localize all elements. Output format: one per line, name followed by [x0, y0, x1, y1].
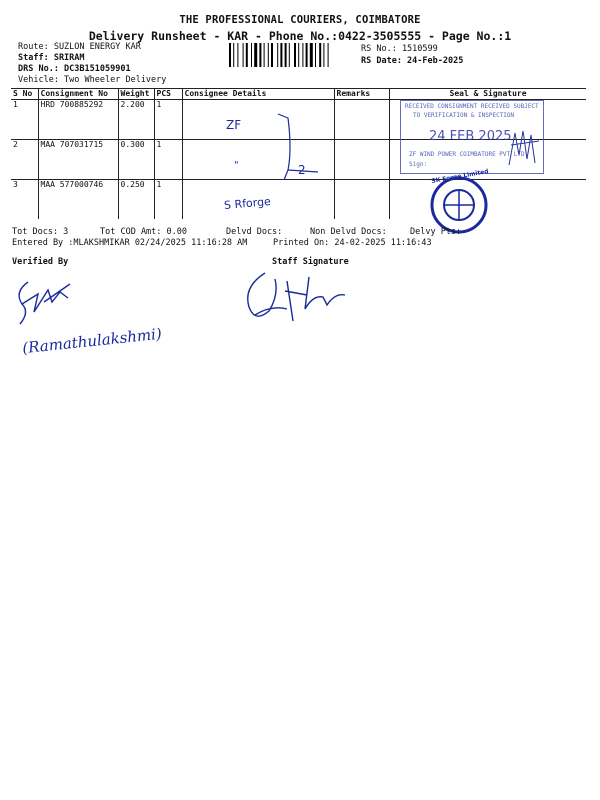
stamp-line-3: ZF WIND POWER COIMBATORE PVT LTD	[409, 151, 525, 158]
tot-docs: Tot Docs: 3	[12, 227, 69, 237]
stamp-line-2: TO VERIFICATION & INSPECTION	[413, 112, 515, 119]
company-name: THE PROFESSIONAL COURIERS, COIMBATORE	[179, 14, 421, 26]
staff-label: Staff: SRIRAM	[18, 53, 85, 63]
handwritten-two: 2	[298, 163, 306, 177]
cell-consignment: HRD 700885292	[38, 100, 118, 140]
cell-consignment: MAA 707031715	[38, 140, 118, 180]
non-delvd-docs: Non Delvd Docs:	[310, 227, 387, 237]
handwritten-ditto: "	[234, 160, 239, 171]
table-header-row	[11, 89, 586, 100]
cell-weight: 2.200	[118, 100, 154, 140]
cell-consignment: MAA 577000746	[38, 180, 118, 220]
staff-signature-label: Staff Signature	[272, 257, 349, 267]
col-consignment: Consignment No	[38, 89, 118, 100]
cell-sno: 3	[13, 180, 18, 189]
rs-date: RS Date: 24-Feb-2025	[361, 56, 464, 66]
drs-number: DRS No.: DC3B151059901	[18, 64, 131, 74]
handwritten-sk-forge: S Rforge	[223, 194, 272, 213]
stamp-line-1: RECEIVED CONSIGNMENT RECEIVED SUBJECT	[405, 103, 539, 110]
entered-by: Entered By :MLAKSHMIKAR 02/24/2025 11:16:28 AM	[12, 238, 248, 248]
handwritten-bracket	[270, 110, 340, 190]
col-pcs: PCS	[154, 89, 182, 100]
col-consignee: Consignee Details	[182, 89, 334, 100]
rs-number: RS No.: 1510599	[361, 44, 438, 54]
barcode-image	[229, 43, 354, 67]
cell-sno: 1	[11, 100, 38, 140]
stamp-signature	[505, 125, 545, 170]
route-label: Route: SUZLON ENERGY KAR	[18, 42, 141, 52]
stamp-date: 24 FEB 2025	[429, 129, 512, 144]
printed-on: Printed On: 24-02-2025 11:16:43	[273, 238, 432, 248]
tot-cod-amt: Tot COD Amt: 0.00	[100, 227, 187, 237]
cell-sno: 2	[11, 140, 38, 180]
verifier-name: (Ramathulakshmi)	[21, 324, 163, 358]
round-seal-text: SK Forge Limited	[430, 168, 490, 185]
delvy-pts: Delvy Pts:	[410, 227, 462, 237]
cell-remarks	[334, 140, 389, 180]
vehicle-label: Vehicle: Two Wheeler Delivery	[18, 75, 167, 85]
col-weight: Weight	[118, 89, 154, 100]
col-sno: S No	[11, 89, 38, 100]
stamp-line-4: Sign:	[409, 161, 428, 168]
cell-pcs: 1	[154, 100, 182, 140]
handwritten-zf: ZF	[226, 118, 242, 132]
verified-by-label: Verified By	[12, 257, 69, 267]
cell-weight: 0.250	[118, 180, 154, 220]
delvd-docs: Delvd Docs:	[226, 227, 283, 237]
col-remarks: Remarks	[334, 89, 389, 100]
staff-signature	[235, 265, 355, 335]
verifier-signature	[8, 272, 83, 332]
cell-remarks	[334, 100, 389, 140]
round-seal	[425, 168, 493, 235]
runsheet-title: Delivery Runsheet - KAR - Phone No.:0422-3505555 - Page No.:1	[88, 29, 512, 43]
cell-weight: 0.300	[118, 140, 154, 180]
cell-remarks	[334, 180, 389, 220]
cell-pcs: 1	[154, 180, 182, 220]
cell-pcs: 1	[154, 140, 182, 180]
col-seal: Seal & Signature	[389, 89, 586, 100]
